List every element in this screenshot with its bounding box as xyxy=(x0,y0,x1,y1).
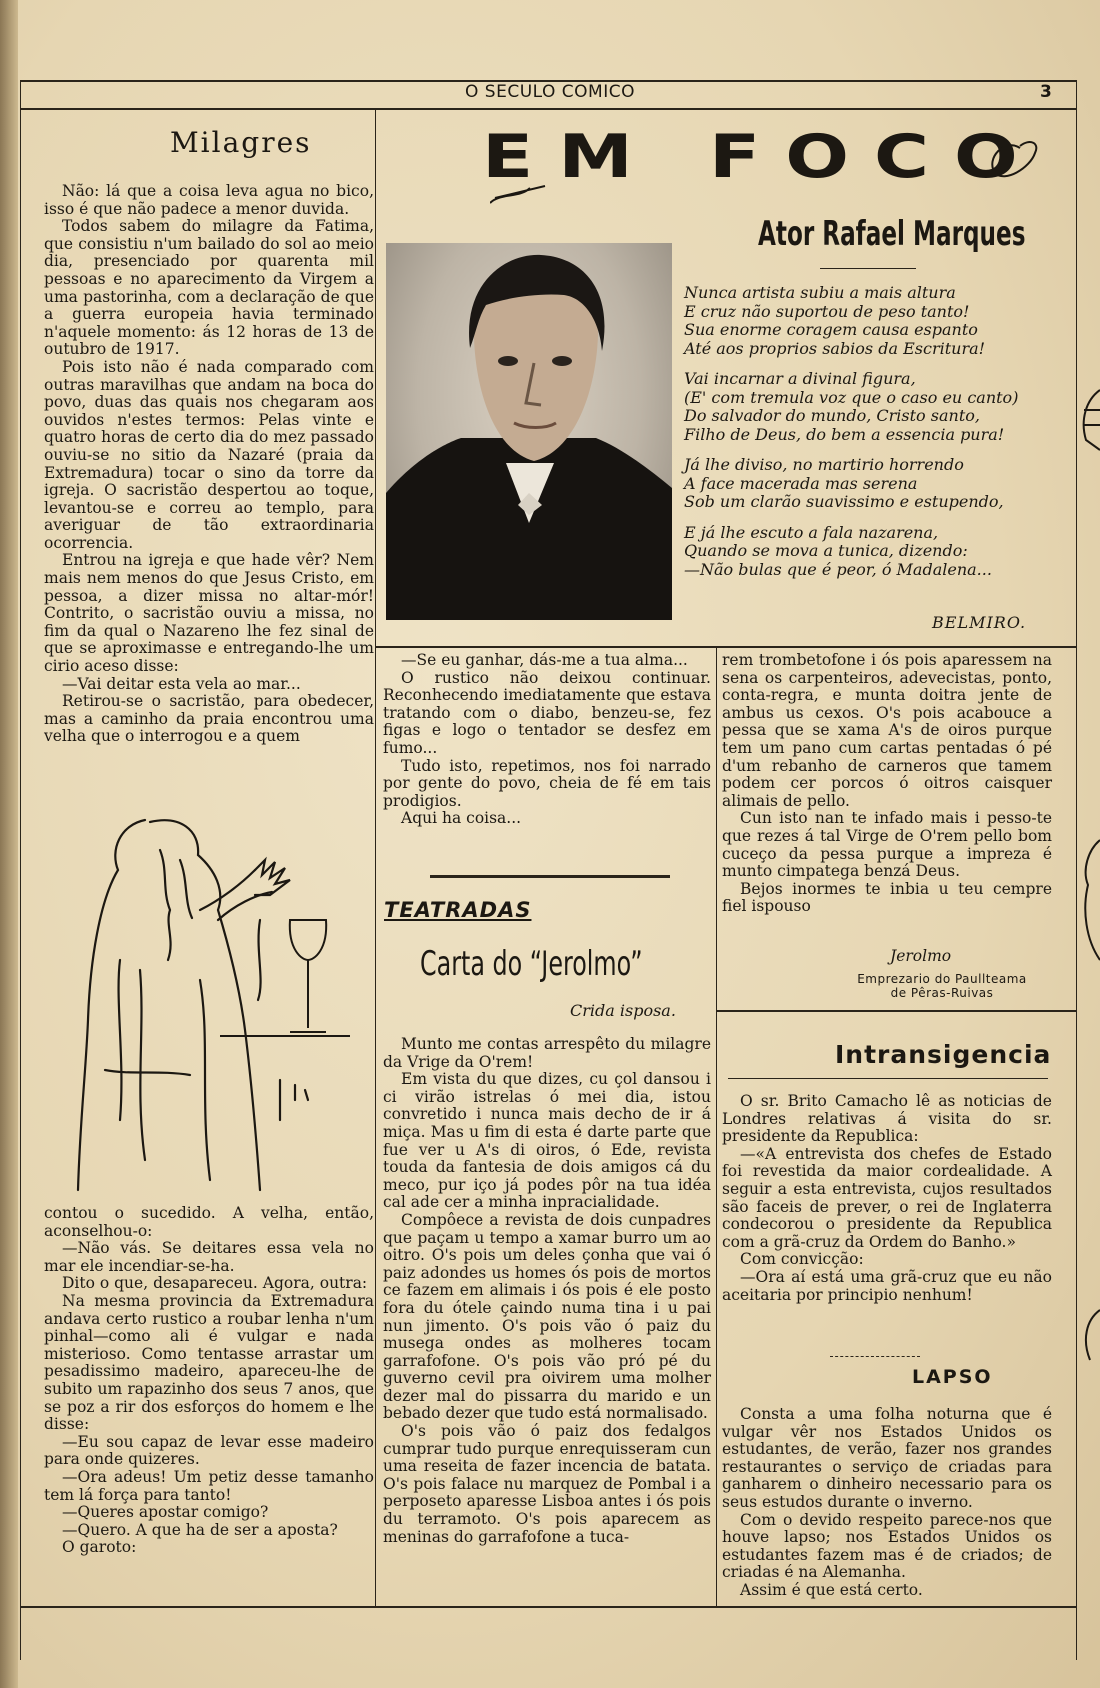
poem-line: Quando se mova a tunica, dizendo: xyxy=(684,541,968,560)
teatradas-section-title: TEATRADAS xyxy=(384,898,532,922)
paragraph: —Quero. A que ha de ser a aposta? xyxy=(62,1520,338,1539)
lapso-title: LAPSO xyxy=(912,1366,993,1388)
milagres-continuation xyxy=(383,652,711,828)
paragraph: —Se eu ganhar, dás-me a tua alma... xyxy=(401,651,688,669)
paragraph: —Queres apostar comigo? xyxy=(62,1503,269,1522)
paragraph: Aqui ha coisa... xyxy=(401,809,522,828)
carta-signature: Jerolmo xyxy=(890,947,952,965)
paragraph: Consta a uma folha noturna que é vulgar vêr nos Estados Unidos os estudantes, de verão, fazer nos grandes restaurantes o serviço de criadas para ganharem o dinheiro necessario para os seus estudos durante o inverno. xyxy=(722,1405,1052,1511)
poem-line: Já lhe diviso, no martirio horrendo xyxy=(684,455,964,474)
paragraph: Não: lá que a coisa leva agua no bico, isso é que não padece a menor duvida. xyxy=(44,182,374,218)
edge-cartoon-fragments xyxy=(1076,380,1100,1380)
carta-text xyxy=(383,1036,711,1546)
paragraph: Entrou na igreja e que hade vêr? Nem mais nem menos do que Jesus Cristo, em pessoa, a dizer missa no altar-mór! Contrito, o sacristão ouviu a missa, no fim da qual o Nazareno lhe fez sinal de que se aproximasse e entregando-lhe um cirio aceso disse: xyxy=(44,551,374,676)
paragraph: O's pois vão ó paiz dos fedalgos cumprar tudo purque enrequisseram cun uma reseita de fazer incencia de batata. O's pois falace nu marquez de Pombal i a perposeto aparesse Lisboa antes i ós pois du terramoto. O's pois aparecem as meninas do garrafofone a tuca- xyxy=(383,1422,711,1546)
page-number: 3 xyxy=(1040,82,1052,102)
carta-title: Carta do “Jerolmo” xyxy=(420,944,643,984)
paragraph: Dito o que, desapareceu. Agora, outra: xyxy=(62,1274,368,1293)
paragraph: Na mesma provincia da Extremadura andava certo rustico a roubar lenha n'um pinhal—como ali é vulgar e nada misterioso. Como tentasse arrastar um pesadissimo madeiro, apareceu-lhe de subito um rapazinho dos seus 7 anos, que se poz a rir dos esforços do homem e lhe disse: xyxy=(44,1291,374,1434)
column-rule-1 xyxy=(375,110,376,1606)
frame-left xyxy=(20,80,21,1660)
paragraph: O rustico não deixou continuar. Reconhecendo imediatamente que estava tratando com o diabo, benzeu-se, fez figas e logo o tentador se desfez em fumo... xyxy=(383,668,711,757)
paragraph: Pois isto não é nada comparado com outras maravilhas que andam na boca do povo, duas das quais nos chegaram aos ouvidos n'estes termos: Pelas vinte e quatro horas de certo dia do mez passado ouviu-se no sitio da Nazaré (praia da Extremadura) tocar o sino da torre da igreja. O sacristão despertou ao toque, levantou-se e correu ao templo, para averiguar de tão extraordinaria ocorrencia. xyxy=(44,357,374,552)
carta-text-continued xyxy=(722,652,1052,916)
milagres-text-after xyxy=(44,1205,374,1557)
poem-line: E cruz não suportou de peso tanto! xyxy=(684,301,970,321)
paragraph: Com o devido respeito parece-nos que houve lapso; nos Estados Unidos os estudantes fazem mas é de criados; de criadas é na Alemanha. xyxy=(722,1510,1052,1582)
poem-stanza xyxy=(684,524,1064,580)
paragraph: Cun isto nan te infado mais i pesso-te que rezes á tal Virge de O'rem pello bom cuceço da pessa purque a impreza é munto cimpatega benzá Deus. xyxy=(722,809,1052,881)
poem-line: A face macerada mas serena xyxy=(684,473,918,493)
poem-stanza xyxy=(684,284,1064,358)
header-rule-bottom xyxy=(20,108,1076,110)
paragraph: contou o sucedido. A velha, então, aconselhou-o: xyxy=(44,1204,374,1240)
poem-line: (E' com tremula voz que o caso eu canto) xyxy=(684,387,1019,407)
paragraph: Bejos inormes te inbia u teu cempre fiel ispouso xyxy=(722,879,1052,916)
ornamental-divider xyxy=(830,1356,920,1357)
paragraph: O sr. Brito Camacho lê as noticias de Londres relativas á visita do sr. presidente da Republica: xyxy=(722,1092,1052,1146)
poem-signature: BELMIRO. xyxy=(932,613,1027,632)
paragraph: O garoto: xyxy=(62,1538,137,1557)
carta-signature-title-1: Emprezario do Paullteama xyxy=(857,972,1027,986)
old-woman-illustration xyxy=(50,800,370,1200)
poem-line: Sob um clarão suavissimo e estupendo, xyxy=(684,492,1004,511)
paragraph: —Vai deitar esta vela ao mar... xyxy=(62,674,301,693)
poem-line: Sua enorme coragem causa espanto xyxy=(684,320,978,339)
actor-portrait-photo xyxy=(386,243,672,620)
poem-line: Até aos proprios sabios da Escritura! xyxy=(684,338,986,358)
frame-bottom xyxy=(20,1606,1076,1608)
paragraph: —Não vás. Se deitares essa vela no mar ele incendiar-se-ha. xyxy=(44,1239,374,1275)
paragraph: —Ora adeus! Um petiz desse tamanho tem lá força para tanto! xyxy=(44,1467,374,1504)
paragraph: Munto me contas arrespêto du milagre da Vrige da O'rem! xyxy=(383,1035,711,1071)
carta-salutation: Crida isposa. xyxy=(570,1001,676,1020)
paragraph: Com convicção: xyxy=(740,1250,864,1269)
paragraph: rem trombetofone i ós pois aparessem na sena os carpenteiros, adevecistas, ponto, conta-regra, e munta doitra jente de ambus us cexos. O's pois acabouce a pessa que se xama A's de oiros purque tem um pano cum cartas pentadas ó pé d'um rebanho de carneros que tamem podem cer porcos ó oitros caisquer alimais de pello. xyxy=(722,651,1052,810)
poem-stanza xyxy=(684,370,1064,444)
poem-line: Nunca artista subiu a mais altura xyxy=(684,283,956,302)
paragraph: Todos sabem do milagre da Fatima, que consistiu n'um bailado do sol ao meio dia, presenciado por quarenta mil pessoas e no aparecimento da Virgem a uma pastorinha, com a declaração de que a guerra europeia havia terminado n'aquele momento: ás 12 horas de 13 de outubro de 1917. xyxy=(44,217,374,359)
poem-line: Vai incarnar a divinal figura, xyxy=(684,369,916,388)
paragraph: —Eu sou capaz de levar esse madeiro para onde quizeres. xyxy=(44,1432,374,1469)
subtitle-rule xyxy=(820,268,916,269)
column-rule-2 xyxy=(716,646,717,1606)
intransigencia-rule xyxy=(728,1078,1048,1079)
em-foco-poem xyxy=(684,284,1064,591)
intransigencia-title: Intransigencia xyxy=(835,1040,1052,1069)
page-shadow-left xyxy=(0,0,18,1688)
intransigencia-top-rule xyxy=(716,1010,1076,1012)
em-foco-bottom-rule xyxy=(376,646,1076,648)
paragraph: —«A entrevista dos chefes de Estado foi revestida da maior cordealidade. A seguir a esta entrevista, cujos resultados são faceis de prever, o rei de Inglaterra condecorou o presidente da Republica com a grã-cruz da Ordem do Banho.» xyxy=(722,1144,1052,1251)
poem-line: —Não bulas que é peor, ó Madalena... xyxy=(684,559,992,579)
poem-line: Filho de Deus, do bem a essencia pura! xyxy=(684,424,1005,444)
paragraph: —Ora aí está uma grã-cruz que eu não aceitaria por principio nenhum! xyxy=(722,1267,1052,1304)
poem-stanza xyxy=(684,456,1064,512)
intransigencia-text xyxy=(722,1093,1052,1304)
paragraph: Assim é que está certo. xyxy=(740,1580,923,1599)
carta-signature-title-2: de Pêras-Ruivas xyxy=(890,986,994,1000)
em-foco-flourish xyxy=(490,128,1050,208)
em-foco-subtitle: Ator Rafael Marques xyxy=(758,214,1026,254)
milagres-title: Milagres xyxy=(170,126,312,159)
milagres-text xyxy=(44,183,374,746)
portrait-silhouette xyxy=(386,243,672,620)
em-foco-title: EM FOCO xyxy=(482,122,1043,192)
paragraph: Tudo isto, repetimos, nos foi narrado por gente do povo, cheia de fé em tais prodigios. xyxy=(383,756,711,810)
poem-line: E já lhe escuto a fala nazarena, xyxy=(684,522,939,542)
section-divider xyxy=(430,875,670,878)
masthead-title: O SECULO COMICO xyxy=(465,82,635,102)
paragraph: Em vista du que dizes, cu çol dansou i ci virão istrelas ó mei dia, istou convretido i nunca mais decho de ir á miça. Mas u fim di esta é darte parte que fue ver u A's di oiros, ó Ede, revista touda da fantesia de dois amigos cá du meco, pur iço já podes pôr na tua idéa cal ade cer a minha inpracialidade. xyxy=(383,1070,711,1212)
lapso-text xyxy=(722,1406,1052,1600)
paragraph: Retirou-se o sacristão, para obedecer, mas a caminho da praia encontrou uma velha que o interrogou e a quem xyxy=(44,692,374,746)
paragraph: Compôece a revista de dois cunpadres que paçam u tempo a xamar burro um ao oitro. O's pois um deles çonha que vai ó paiz adondes us homes ós pois de mortos ce fazem em alimais i ós pois é ele posto fora du ótele çaindo numa tina i u pai nun jimento. O's pois vão ó paiz du musega ondes as molheres tocam garrafofone. O's pois vão pró pé du guverno cevil pra oivirem uma molher dezer mal do pissarra du marido e un bebado dezer que tudo está normalisado. xyxy=(383,1210,711,1423)
poem-line: Do salvador do mundo, Cristo santo, xyxy=(684,406,980,425)
